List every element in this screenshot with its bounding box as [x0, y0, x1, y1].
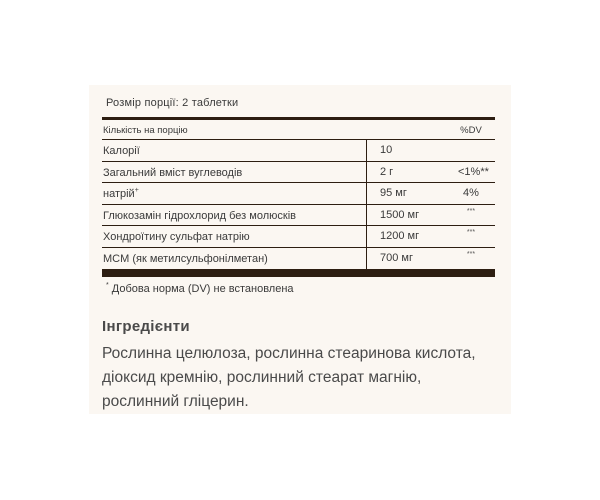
nutrient-amount: 2 г: [380, 165, 394, 178]
table-header-row: [102, 120, 495, 140]
table-row: [102, 205, 495, 227]
nutrition-table: [102, 117, 495, 277]
nutrient-name: Загальний вміст вуглеводів: [103, 166, 243, 179]
table-row: [102, 183, 495, 205]
nutrient-name: Глюкозамін гідрохлорид без молюсків: [103, 209, 296, 222]
header-amount-per-serving: Кількість на порцію: [103, 125, 188, 136]
table-row: [102, 226, 495, 248]
table-bottom-rule: [102, 269, 495, 277]
nutrient-dv: ***: [466, 207, 476, 215]
nutrient-amount: 700 мг: [380, 251, 413, 264]
footnote: [106, 283, 294, 295]
nutrient-amount: 95 мг: [380, 187, 407, 199]
nutrient-amount: 1500 мг: [380, 208, 420, 221]
nutrient-dv: <1%**: [458, 165, 489, 178]
column-divider: [366, 162, 367, 183]
column-divider: [366, 140, 367, 161]
nutrient-name-mark: +: [134, 187, 139, 194]
nutrient-name: Хондроїтину сульфат натрію: [103, 231, 250, 243]
table-row: [102, 248, 495, 270]
ingredients-title: Інгредієнти: [102, 318, 190, 335]
supplement-facts-panel: [89, 85, 511, 414]
column-divider: [366, 183, 367, 204]
nutrient-name: Калорії: [103, 145, 140, 157]
footnote-mark: *: [106, 282, 109, 289]
nutrient-dv: ***: [466, 229, 476, 236]
serving-size: Розмір порції: 2 таблетки: [106, 97, 239, 109]
column-divider: [366, 248, 367, 270]
column-divider: [366, 226, 367, 247]
header-dv: %DV: [460, 125, 482, 136]
nutrient-amount: 10: [380, 144, 393, 156]
table-row: [102, 140, 495, 162]
table-row: [102, 162, 495, 184]
nutrient-name: MCM (як метилсульфонілметан): [103, 252, 268, 265]
nutrient-dv: ***: [466, 250, 476, 258]
column-divider: [366, 205, 367, 226]
ingredients-text: Рослинна целюлоза, рослинна стеаринова кислота, діоксид кремнію, рослинний стеарат магнію, рослинний гліцерин.: [102, 345, 476, 410]
nutrient-amount: 1200 мг: [380, 230, 420, 242]
nutrient-name-text: натрій: [103, 188, 135, 200]
nutrient-name: [103, 188, 139, 200]
nutrient-dv: 4%: [463, 187, 479, 199]
footnote-text: Добова норма (DV) не встановлена: [111, 283, 294, 295]
